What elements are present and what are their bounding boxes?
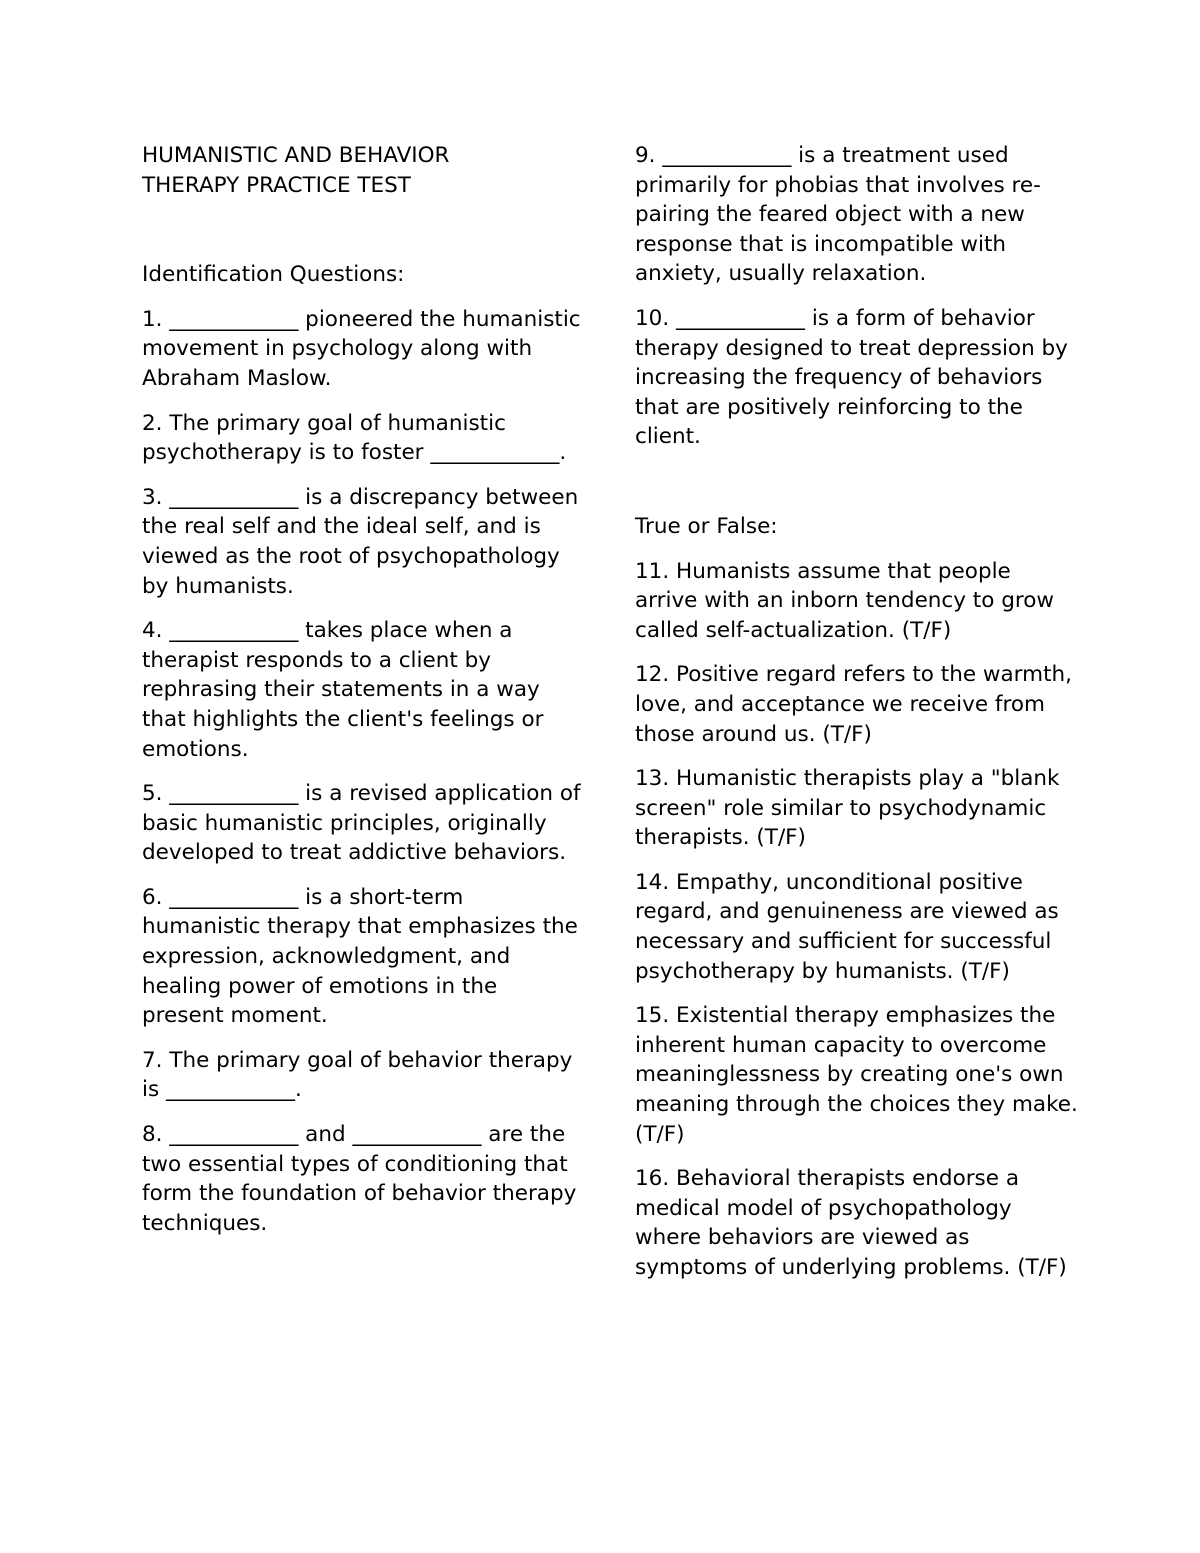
question-5: 5. ____________ is a revised application of basic humanistic principles, originally developed to treat addictive behaviors. xyxy=(142,781,581,866)
left-column xyxy=(142,141,582,1253)
question-13: 13. Humanistic therapists play a "blank screen" role similar to psychodynamic therapists. (T/F) xyxy=(635,766,1060,851)
spacer xyxy=(635,542,1080,557)
true-false-heading: True or False: xyxy=(635,513,778,539)
question-12: 12. Positive regard refers to the warmth, love, and acceptance we receive from those around us. (T/F) xyxy=(635,662,1072,747)
spacer xyxy=(142,200,582,260)
question-16: 16. Behavioral therapists endorse a medical model of psychopathology where behaviors are viewed as symptoms of underlying problems. (T/F) xyxy=(635,1166,1067,1280)
question-8: 8. ____________ and ____________ are the two essential types of conditioning that form the foundation of behavior therapy techniques. xyxy=(142,1122,577,1236)
right-column xyxy=(635,141,1080,1298)
title-line-2: THERAPY PRACTICE TEST xyxy=(142,172,411,198)
question-15: 15. Existential therapy emphasizes the inherent human capacity to overcome meaninglessness by creating one's own meaning through the choices they make. (T/F) xyxy=(635,1003,1078,1147)
question-6: 6. ____________ is a short-term humanistic therapy that emphasizes the expression, acknowledgment, and healing power of emotions in the present moment. xyxy=(142,884,578,1029)
question-14: 14. Empathy, unconditional positive regard, and genuineness are viewed as necessary and sufficient for successful psychotherapy by humanists. (T/F) xyxy=(635,869,1059,984)
identification-heading: Identification Questions: xyxy=(142,262,405,288)
question-11: 11. Humanists assume that people arrive with an inborn tendency to grow called self-actualization. (T/F) xyxy=(635,558,1054,643)
question-2: 2. The primary goal of humanistic psychotherapy is to foster ____________. xyxy=(142,410,567,466)
question-7: 7. The primary goal of behavior therapy is ____________. xyxy=(142,1047,573,1103)
question-3: 3. ____________ is a discrepancy between the real self and the ideal self, and is viewed as the root of psychopathology by humanists. xyxy=(142,484,579,599)
question-10: 10. ____________ is a form of behavior therapy designed to treat depression by increasing the frequency of behaviors that are positively reinforcing to the client. xyxy=(635,305,1068,450)
title-line-1: HUMANISTIC AND BEHAVIOR xyxy=(142,143,450,168)
question-4: 4. ____________ takes place when a therapist responds to a client by rephrasing their statements in a way that highlights the client's feelings or emotions. xyxy=(142,618,544,762)
question-1: 1. ____________ pioneered the humanistic movement in psychology along with Abraham Maslow. xyxy=(142,306,581,391)
spacer xyxy=(142,290,582,305)
document-title xyxy=(142,141,582,200)
spacer xyxy=(635,467,1080,512)
question-9: 9. ____________ is a treatment used primarily for phobias that involves re-pairing the feared object with a new response that is incompatible with anxiety, usually relaxation. xyxy=(635,143,1041,287)
